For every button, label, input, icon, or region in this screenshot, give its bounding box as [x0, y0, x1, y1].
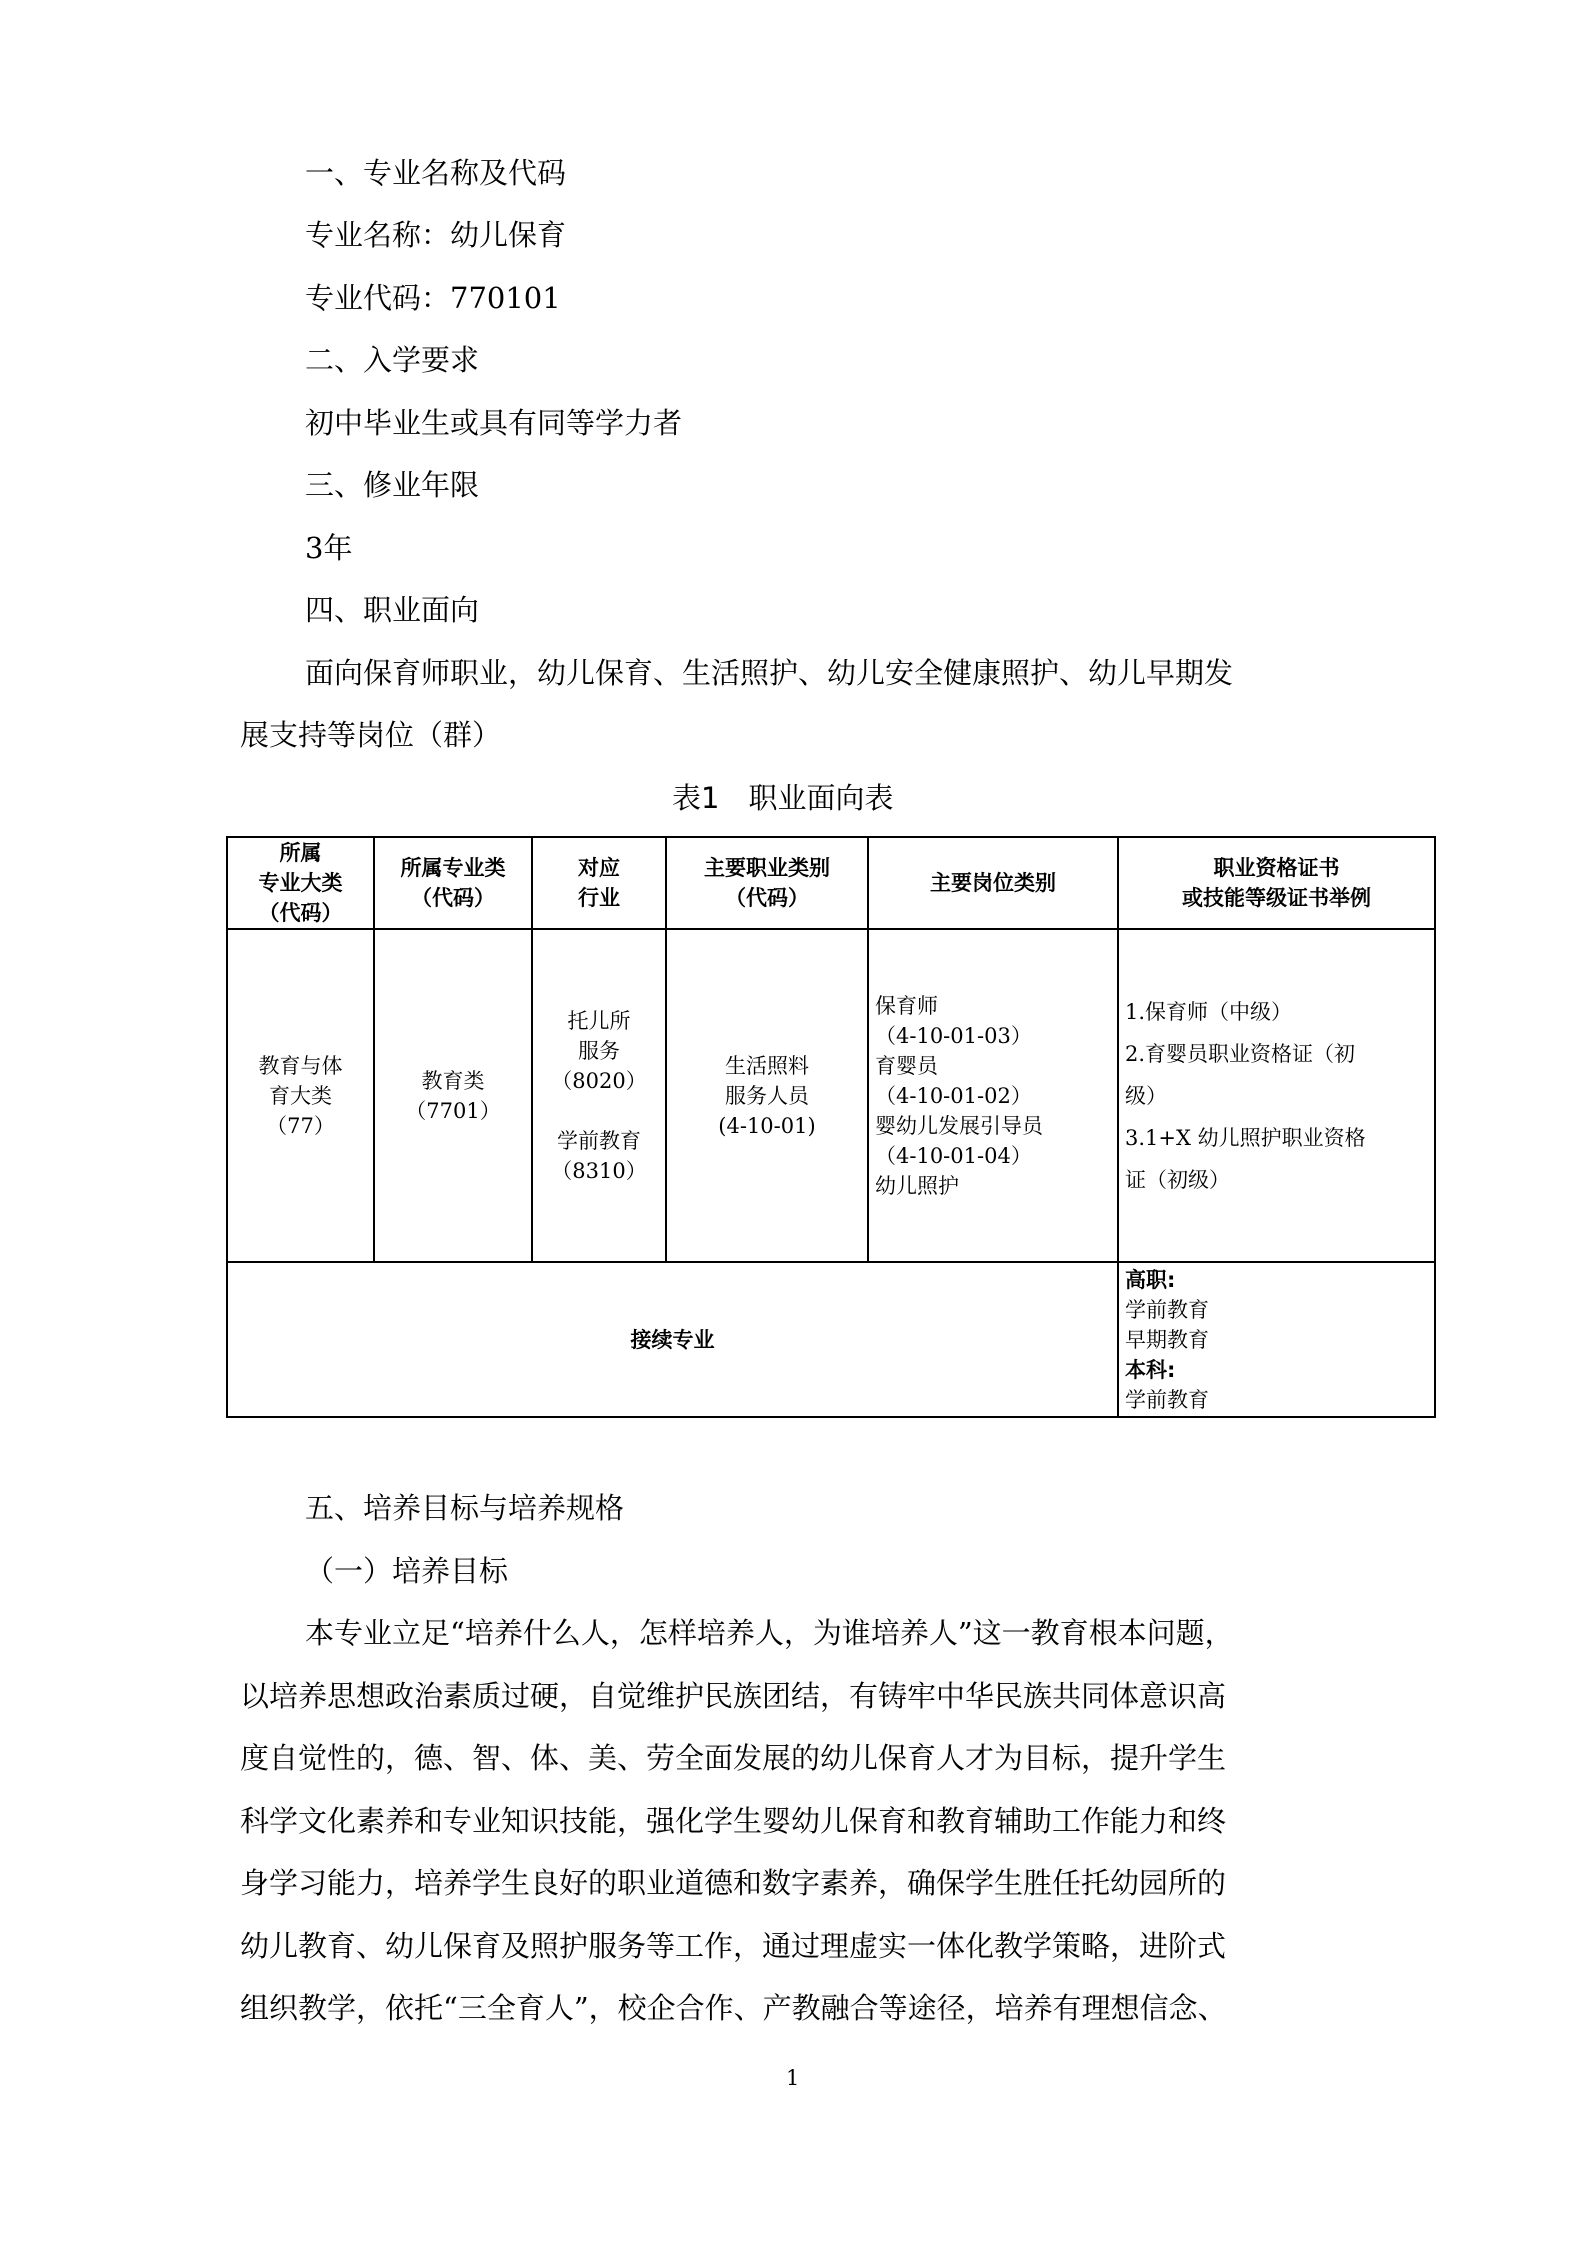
- occupation-text-line-1: 面向保育师职业，幼儿保育、生活照护、幼儿安全健康照护、幼儿早期发: [305, 656, 1234, 690]
- section2-heading: 二、入学要求: [305, 343, 480, 377]
- section5-heading: 五、培养目标与培养规格: [305, 1491, 625, 1525]
- header-industry: 对应 行业: [532, 837, 666, 929]
- header-occupation: 主要职业类别 （代码）: [666, 837, 868, 929]
- paragraph-line: 幼儿教育、幼儿保育及照护服务等工作，通过理虚实一体化教学策略，进阶式: [240, 1929, 1227, 1963]
- paragraph-line: 身学习能力，培养学生良好的职业道德和数字素养，确保学生胜任托幼园所的: [240, 1866, 1227, 1900]
- section4-heading: 四、职业面向: [305, 593, 480, 627]
- paragraph-line: 组织教学，依托“三全育人”，校企合作、产教融合等途径，培养有理想信念、: [240, 1991, 1227, 2025]
- section5-subheading: （一）培养目标: [305, 1554, 509, 1588]
- table-header-row: [227, 837, 1435, 929]
- header-major-class: 所属专业类 （代码）: [374, 837, 532, 929]
- section1-heading: 一、专业名称及代码: [305, 156, 567, 190]
- continuation-label: 接续专业: [227, 1262, 1118, 1417]
- paragraph-line: 本专业立足“培养什么人，怎样培养人，为谁培养人”这一教育根本问题，: [305, 1616, 1234, 1650]
- section3-heading: 三、修业年限: [305, 468, 480, 502]
- table-row: [227, 929, 1435, 1262]
- study-duration: 3年: [305, 531, 353, 565]
- paragraph-line: 科学文化素养和专业知识技能，强化学生婴幼儿保育和教育辅助工作能力和终: [240, 1804, 1227, 1838]
- admission-requirement: 初中毕业生或具有同等学力者: [305, 406, 683, 440]
- table-caption: 表1 职业面向表: [672, 781, 894, 815]
- occupation-table: [226, 836, 1436, 1418]
- occupation-text-line-2: 展支持等岗位（群）: [240, 718, 502, 752]
- major-name: 专业名称：幼儿保育: [305, 218, 567, 252]
- continuation-majors: 高职: 学前教育 早期教育 本科: 学前教育: [1118, 1262, 1435, 1417]
- major-code: 专业代码：770101: [305, 281, 561, 315]
- cell-major-class: 教育类 （7701）: [374, 929, 532, 1262]
- header-major-category: 所属 专业大类 （代码）: [227, 837, 374, 929]
- page-number: 1: [786, 2066, 800, 2090]
- cell-occupation: 生活照料 服务人员 (4-10-01): [666, 929, 868, 1262]
- cell-certificates: 1.保育师（中级） 2.育婴员职业资格证（初 级） 3.1+X 幼儿照护职业资格 证（初级）: [1118, 929, 1435, 1262]
- cell-industry: 托儿所 服务 （8020） 学前教育 （8310）: [532, 929, 666, 1262]
- table-continuation-row: [227, 1262, 1435, 1417]
- paragraph-line: 度自觉性的，德、智、体、美、劳全面发展的幼儿保育人才为目标，提升学生: [240, 1741, 1227, 1775]
- header-positions: 主要岗位类别: [868, 837, 1118, 929]
- cell-positions: 保育师 （4-10-01-03） 育婴员 （4-10-01-02） 婴幼儿发展引导员 （4-10-01-04） 幼儿照护: [868, 929, 1118, 1262]
- paragraph-line: 以培养思想政治素质过硬，自觉维护民族团结，有铸牢中华民族共同体意识高: [240, 1679, 1227, 1713]
- header-certificates: 职业资格证书 或技能等级证书举例: [1118, 837, 1435, 929]
- cell-major-category: 教育与体 育大类 （77）: [227, 929, 374, 1262]
